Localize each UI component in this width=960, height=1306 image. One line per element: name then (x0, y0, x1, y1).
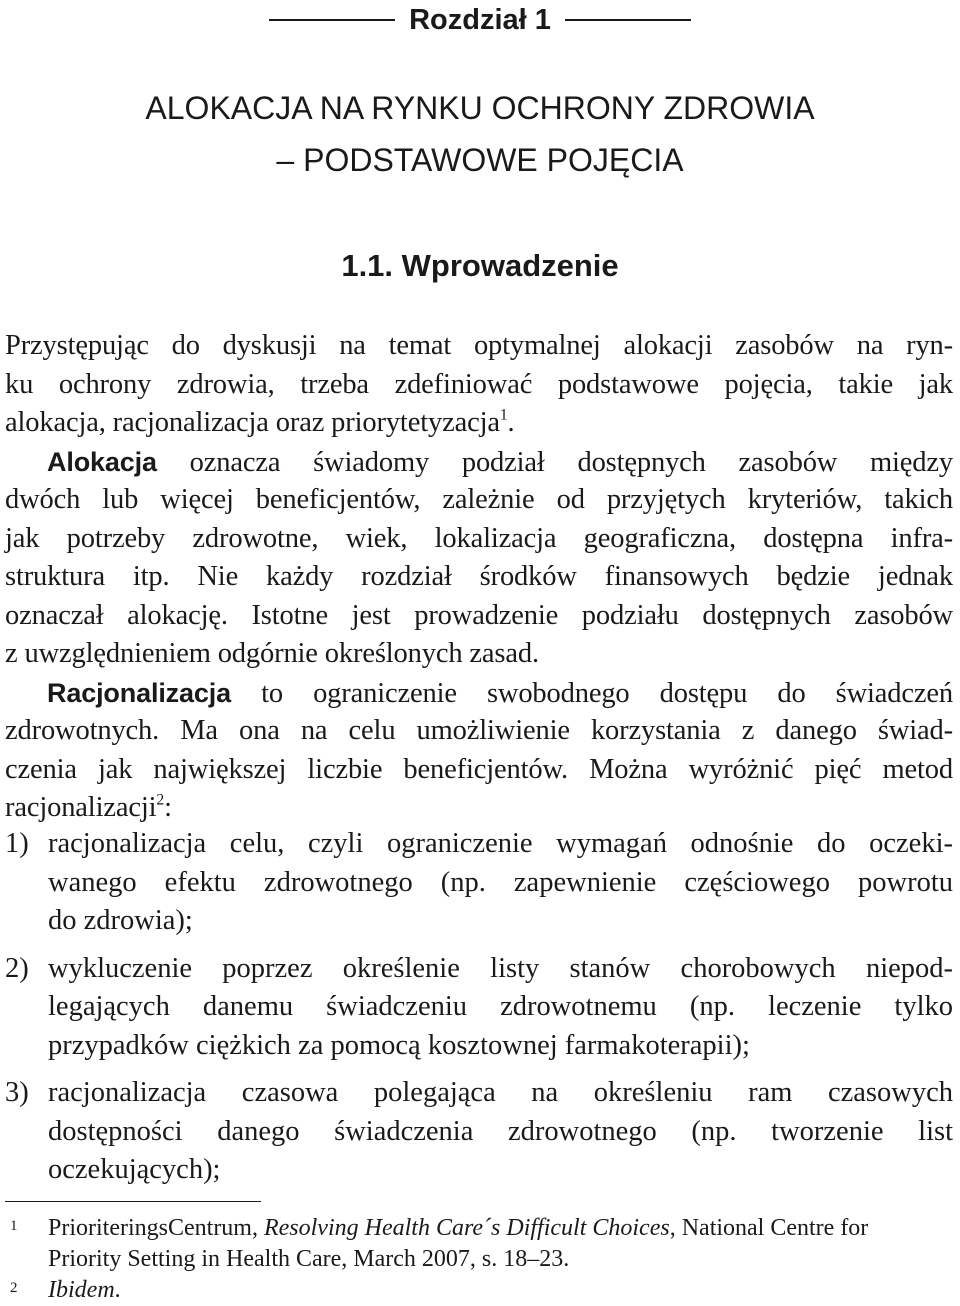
footnote-2 (5, 1275, 953, 1306)
footnote-italic-title: Ibidem (48, 1277, 115, 1303)
footnote-number: 1 (10, 1218, 18, 1234)
footnote-text: , National Centre for (669, 1215, 869, 1241)
list-item-number: 1) (5, 828, 29, 859)
term-alokacja: Alokacja (47, 446, 157, 477)
text-line: zdrowotnych. Ma ona na celu umożliwienie korzystania z danego świad- (5, 715, 953, 746)
footnote-ref-2[interactable]: 2 (156, 791, 165, 809)
text-line (5, 404, 953, 443)
footnote-number: 2 (10, 1280, 18, 1296)
list-item (5, 950, 953, 1066)
paragraph-intro (5, 327, 953, 443)
text-segment: to ograniczenie swobodnego dostępu do świadczeń (231, 677, 953, 709)
text-line: jak potrzeby zdrowotne, wiek, lokalizacja geograficzna, dostępna infra- (5, 522, 953, 554)
chapter-rule-left (269, 19, 395, 21)
footnote-divider (5, 1201, 261, 1202)
chapter-heading (0, 0, 960, 40)
text-line: ku ochrony zdrowia, trzeba zdefiniować podstawowe pojęcia, takie jak (5, 368, 953, 400)
chapter-title-line-1: ALOKACJA NA RYNKU OCHRONY ZDROWIA (145, 90, 815, 126)
term-racjonalizacja: Racjonalizacja (47, 677, 231, 708)
footnote-text: . (114, 1277, 121, 1303)
text-line: struktura itp. Nie każdy rozdział środków finansowych będzie jednak (5, 561, 953, 592)
chapter-rule-right (565, 19, 691, 21)
text-line: Przystępując do dyskusji na temat optymalnej alokacji zasobów na ryn- (5, 330, 953, 361)
text-line: legających danemu świadczeniu zdrowotnemu (np. leczenie tylko (48, 991, 953, 1022)
section-title: 1.1. Wprowadzenie (341, 248, 619, 283)
text-line: dwóch lub więcej beneficjentów, zależnie od przyjętych kryteriów, takich (5, 484, 953, 515)
footnote-text: PrioriteringsCentrum, (48, 1215, 264, 1241)
text-line (5, 674, 953, 713)
footnote-ref-1[interactable]: 1 (499, 406, 508, 424)
text-segment: . (507, 407, 515, 438)
footnote-line (48, 1213, 953, 1244)
text-line: racjonalizacja czasowa polegająca na określeniu ram czasowych (48, 1077, 953, 1108)
text-line: oznaczał alokację. Istotne jest prowadzenie podziału dostępnych zasobów (5, 599, 953, 631)
list-item-number: 3) (5, 1077, 29, 1108)
footnotes (5, 1213, 953, 1306)
text-line: czenia jak największej liczbie beneficjentów. Można wyróżnić pięć metod (5, 753, 953, 785)
methods-list (5, 825, 953, 1199)
footnote-1 (5, 1213, 953, 1275)
chapter-title-line-2: – PODSTAWOWE POJĘCIA (276, 142, 684, 178)
footnote-line (48, 1275, 953, 1306)
list-item (5, 825, 953, 941)
text-line: przypadków ciężkich za pomocą kosztownej farmakoterapii); (48, 1029, 750, 1061)
paragraph-alokacja (5, 443, 953, 674)
list-item-number: 2) (5, 952, 29, 984)
text-line (5, 789, 953, 828)
chapter-title (0, 82, 960, 186)
text-segment: : (164, 792, 172, 823)
paragraph-racjonalizacja (5, 674, 953, 828)
text-line (5, 443, 953, 482)
text-line: wykluczenie poprzez określenie listy stanów chorobowych niepod- (48, 952, 953, 984)
text-line: z uwzględnieniem odgórnie określonych zasad. (5, 638, 539, 669)
text-line: wanego efektu zdrowotnego (np. zapewnienie częściowego powrotu (48, 866, 953, 898)
footnote-line: Priority Setting in Health Care, March 2007, s. 18–23. (48, 1246, 570, 1272)
list-item (5, 1074, 953, 1190)
footnote-italic-title: Resolving Health Care´s Difficult Choices (263, 1215, 670, 1241)
text-segment: oznacza świadomy podział dostępnych zasobów między (156, 446, 953, 478)
body-text (5, 327, 953, 828)
chapter-label: Rozdział 1 (409, 3, 551, 36)
text-line: oczekujących); (48, 1154, 221, 1185)
text-line: dostępności danego świadczenia zdrowotnego (np. tworzenie list (48, 1115, 953, 1147)
text-line: do zdrowia); (48, 905, 193, 936)
text-segment: racjonalizacji (5, 792, 157, 823)
text-line: racjonalizacja celu, czyli ograniczenie wymagań odnośnie do oczeki- (48, 828, 953, 859)
text-segment: alokacja, racjonalizacja oraz priorytetyzacja (5, 407, 500, 438)
